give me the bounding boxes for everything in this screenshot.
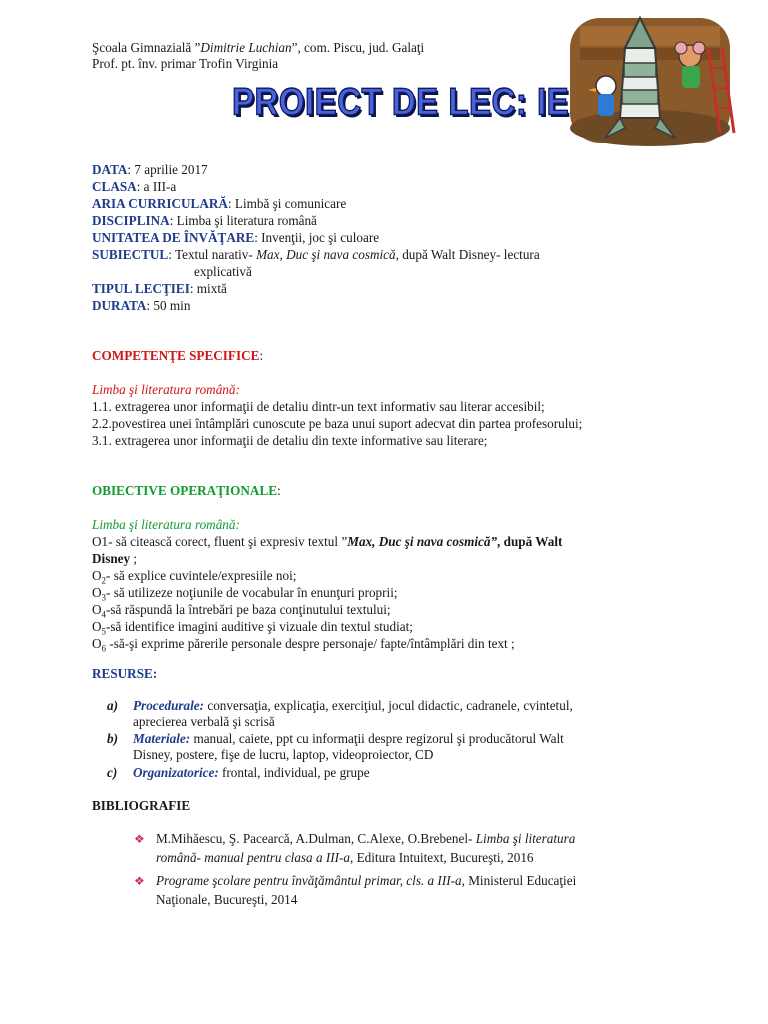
- obiective-subheading: Limba şi literatura română:: [92, 517, 240, 532]
- obiectiv-item: $O_4-să$ răspundă la întrebări pe baza conţinutului textului;: [92, 602, 391, 620]
- info-tipul: TIPUL LECŢIEI: mixtă: [92, 281, 227, 296]
- info-disciplina: DISCIPLINA: Limba şi literatura română: [92, 213, 317, 228]
- resurse-heading: RESURSE:: [92, 666, 158, 681]
- info-subiectul: SUBIECTUL: Textul narativ- Max, Duc şi nava cosmică, după Walt Disney- lectura: [92, 247, 540, 262]
- resursa-item: a) Procedurale: conversaţia, explicaţia, exerciţiul, jocul didactic, cadranele, cvintetul,: [107, 698, 573, 713]
- obiectiv-item: $O_2-$ să explice cuvintele/expresiile noi;: [92, 568, 297, 586]
- info-subiectul-cont: explicativă: [194, 264, 252, 279]
- resursa-item-cont: Disney, postere, fişe de lucru, laptop, videoproiector, CD: [133, 747, 434, 762]
- teacher-line: Prof. pt. înv. primar Trofin Virginia: [92, 56, 279, 71]
- competenta-item: 3.1. extragerea unor informaţii de detaliu din texte informative sau literare;: [92, 433, 488, 448]
- bibliografie-item: ❖ M.Mihăescu, Ş. Pacearcă, A.Dulman, C.Alexe, O.Brebenel- Limba şi literatura: [134, 831, 576, 846]
- competente-heading: COMPETENŢE SPECIFICE:: [92, 348, 264, 363]
- obiectiv-item: $O_3-$ să utilizeze noţiunile de vocabular în enunţuri proprii;: [92, 585, 398, 603]
- obiectiv-item-o1-cont: Disney ;: [92, 551, 138, 566]
- competenta-item: 2.2.povestirea unei întâmplări cunoscute pe baza unui suport adecvat din partea profesorului;: [92, 416, 583, 431]
- info-durata: DURATA: 50 min: [92, 298, 191, 313]
- competente-subheading: Limba şi literatura română:: [92, 382, 240, 397]
- resursa-item-cont: aprecierea verbală şi scrisă: [133, 714, 275, 729]
- resursa-item: b) Materiale: manual, caiete, ppt cu informaţii despre regizorul şi producătorul Walt: [107, 731, 564, 746]
- bibliografie-item: ❖ Programe şcolare pentru învăţământul primar, cls. a III-a, Ministerul Educaţiei: [134, 873, 577, 888]
- school-name: Dimitrie Luchian: [200, 40, 292, 55]
- school-line: Şcoala Gimnazială ”Dimitrie Luchian”, com. Piscu, jud. Galaţi: [92, 40, 425, 55]
- obiectiv-item-o1: O1- să citească corect, fluent şi expresiv textul ”Max, Duc şi nava cosmică”, după Walt: [92, 534, 563, 549]
- obiectiv-item: $O_5-să$ identifice imagini auditive şi vizuale din textul studiat;: [92, 619, 413, 637]
- info-data: DATA: 7 aprilie 2017: [92, 162, 208, 177]
- page-title: PROIECT DE LEC: IE: [232, 80, 570, 123]
- info-clasa: CLASA: a III-a: [92, 179, 177, 194]
- info-unitatea: UNITATEA DE ÎNVĂŢARE: Invenţii, joc şi culoare: [92, 230, 380, 245]
- obiectiv-item: $O_6$ -să-şi exprime părerile personale despre personaje/ fapte/întâmplări din text ;: [92, 636, 515, 654]
- bibliografie-item-cont: Naţionale, Bucureşti, 2014: [156, 892, 298, 907]
- resursa-item: c) Organizatorice: frontal, individual, pe grupe: [107, 765, 370, 780]
- bibliografie-item-cont: română- manual pentru clasa a III-a, Editura Intuitext, Bucureşti, 2016: [156, 850, 534, 865]
- competenta-item: 1.1. extragerea unor informaţii de detaliu dintr-un text informativ sau literar accesibil;: [92, 399, 545, 414]
- bibliografie-heading: BIBLIOGRAFIE: [92, 798, 191, 813]
- obiective-heading: OBIECTIVE OPERAŢIONALE:: [92, 483, 281, 498]
- info-aria: ARIA CURRICULARĂ: Limbă şi comunicare: [92, 196, 347, 211]
- diamond-bullet-icon: ❖: [134, 874, 145, 888]
- diamond-bullet-icon: ❖: [134, 832, 145, 846]
- rocket-cartoon-illustration: [560, 8, 740, 148]
